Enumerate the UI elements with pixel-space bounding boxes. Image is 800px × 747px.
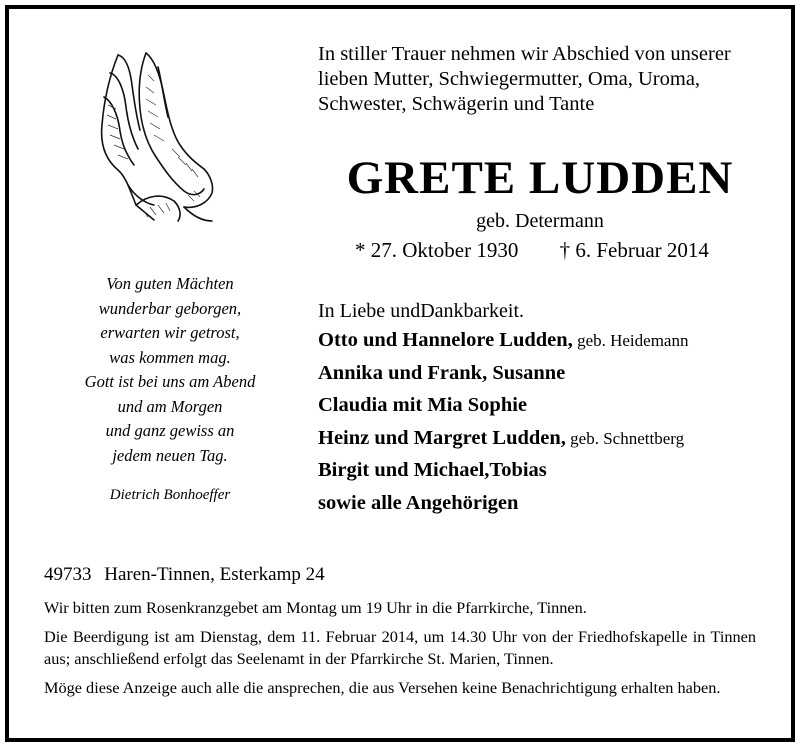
birth-date: * 27. Oktober 1930 [355,238,519,262]
poem-line: jedem neuen Tag. [112,445,228,465]
intro-line: lieben Mutter, Schwiegermutter, Oma, Uroma, [318,68,701,90]
mourners-list [318,297,778,520]
mourner-name: Annika und Frank, Susanne [318,361,566,384]
mourner-name: Birgit und Michael,Tobias [318,459,547,481]
deceased-name: GRETE LUDDEN [346,152,734,204]
poem-line: erwarten wir getrost, [100,323,240,342]
mourner-row [318,488,778,521]
street-address: Haren-Tinnen, Esterkamp 24 [104,564,325,585]
mourner-row [318,358,778,391]
notification-note: Möge diese Anzeige auch alle die ansprechen, die aus Versehen keine Benachrichtigung erhalten haben. [44,678,721,697]
mourner-name: Claudia mit Mia Sophie [318,394,528,416]
funeral-note: Die Beerdigung ist am Dienstag, dem 11. Februar 2014, um 14.30 Uhr von der Friedhofskapelle in Tinnen aus; anschließend erfolgt das Seelenamt in der Pfarrkirche St. Marien, Tinnen. [44,627,756,668]
service-notes [44,597,756,706]
intro-text [318,42,768,117]
birth-name: geb. Determann [476,210,604,232]
poem-line: Gott ist bei uns am Abend [84,372,256,391]
life-dates [355,238,775,263]
mourner-note: geb. Schnettberg [565,428,685,448]
mourner-note: geb. Heidemann [572,331,689,350]
mourners-lead: In Liebe undDankbarkeit. [318,300,525,322]
death-date: † 6. Februar 2014 [559,238,709,262]
mourner-row [318,455,778,488]
poem-line: und am Morgen [117,396,223,416]
intro-line: In stiller Trauer nehmen wir Abschied von unserer [318,43,731,65]
praying-hands-icon [88,45,228,225]
poem-line: und ganz gewiss an [105,421,235,440]
rosary-note: Wir bitten zum Rosenkranzgebet am Montag um 19 Uhr in die Pfarrkirche, Tinnen. [44,598,587,617]
mourner-row [318,423,778,456]
poem-line: Von guten Mächten [106,274,234,293]
postal-code: 49733 [44,564,92,585]
poem [60,272,280,468]
poem-author: Dietrich Bonhoeffer [109,487,231,503]
poem-line: wunderbar geborgen, [98,298,242,318]
mourner-name: Otto und Hannelore Ludden, [318,329,573,351]
intro-line: Schwester, Schwägerin und Tante [318,93,595,115]
mourner-row [318,325,778,358]
mourner-row [318,390,778,423]
mourner-name: sowie alle Angehörigen [318,491,519,514]
mourner-name: Heinz und Margret Ludden, [318,426,566,449]
address [44,564,644,586]
poem-line: was kommen mag. [109,347,231,367]
